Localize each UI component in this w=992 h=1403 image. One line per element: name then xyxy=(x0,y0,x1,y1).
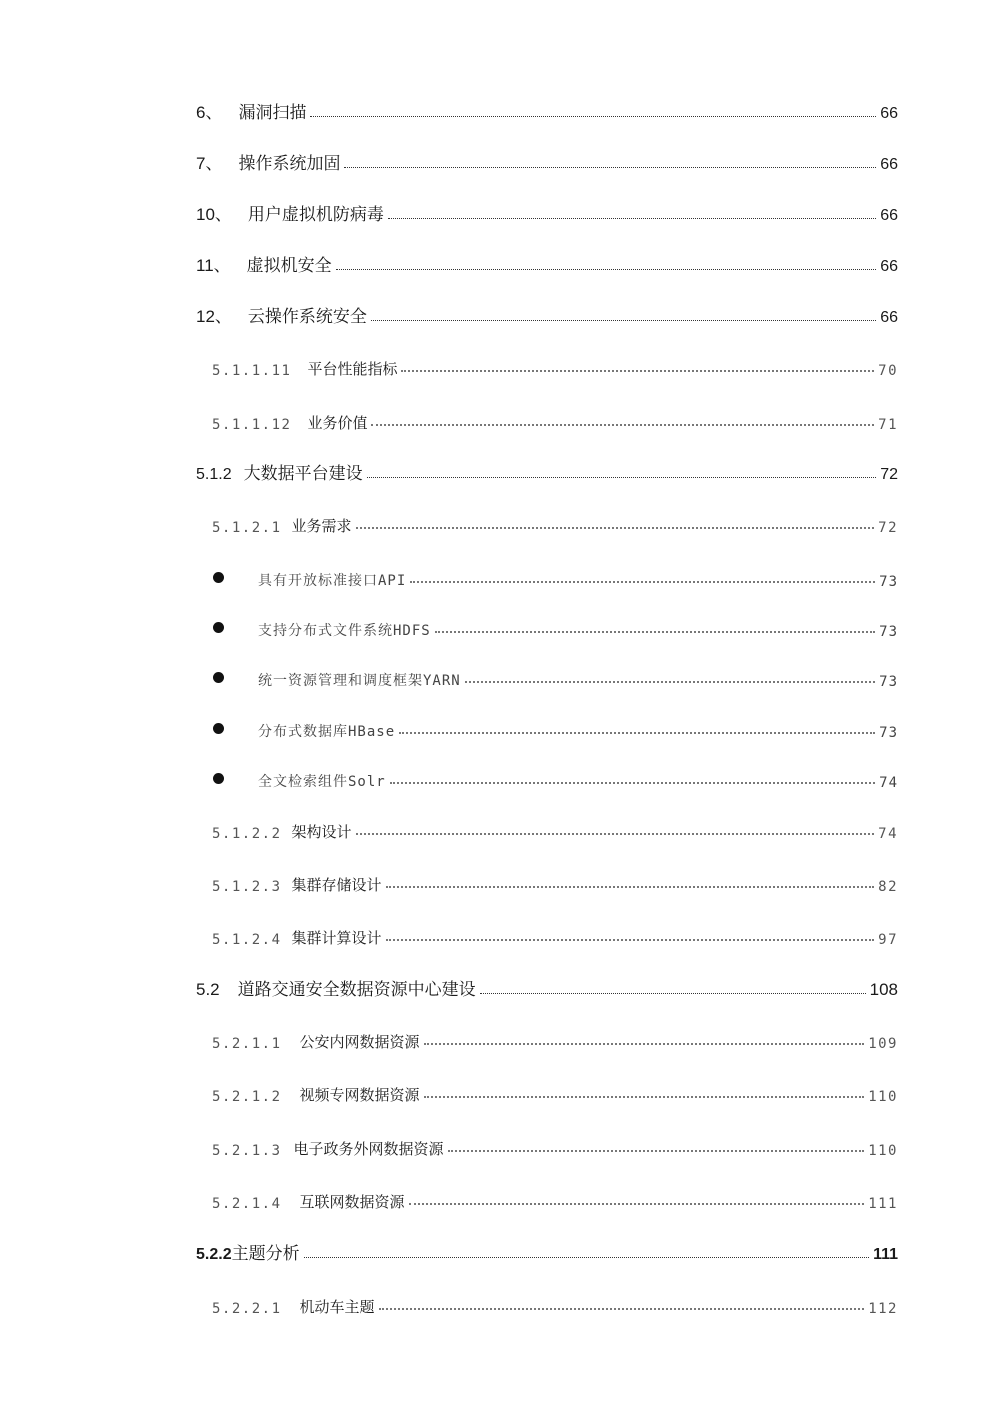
toc-entry-number: 5.1.2.1 xyxy=(212,520,282,536)
toc-entry-number: 5.2.1.4 xyxy=(212,1196,282,1212)
toc-entry-title: 用户虚拟机防病毒 xyxy=(247,205,384,225)
toc-entry-page: 73 xyxy=(879,674,898,690)
toc-entry-title: 集群计算设计 xyxy=(291,929,382,947)
toc-entry-number: 12、 xyxy=(196,307,232,326)
dot-leader xyxy=(399,732,875,734)
toc-entry-title: 全文检索组件Solr xyxy=(258,774,386,790)
dot-leader xyxy=(480,993,866,994)
dot-leader xyxy=(424,1096,865,1098)
bullet-icon xyxy=(213,773,224,784)
toc-entry[interactable] xyxy=(212,1024,898,1052)
dot-leader xyxy=(304,1257,869,1258)
toc-entry-page: 72 xyxy=(878,520,898,536)
toc-entry-number: 5.1.1.12 xyxy=(212,417,292,433)
dot-leader xyxy=(465,681,875,683)
toc-entry-page: 70 xyxy=(878,363,898,379)
dot-leader xyxy=(356,833,875,835)
dot-leader xyxy=(371,320,876,321)
toc-entry-title: 互联网数据资源 xyxy=(299,1193,405,1211)
toc-entry[interactable] xyxy=(212,1077,898,1105)
toc-entry-title: 漏洞扫描 xyxy=(238,103,307,123)
toc-entry-number: 11、 xyxy=(196,256,231,275)
toc-entry[interactable] xyxy=(212,814,898,842)
toc-entry-number: 5.2.2 xyxy=(196,1246,232,1263)
toc-entry-number: 5.1.2.4 xyxy=(212,932,282,948)
toc-entry[interactable] xyxy=(196,972,898,1000)
toc-entry-page: 111 xyxy=(873,1246,898,1263)
toc-entry[interactable] xyxy=(213,713,898,741)
toc-entry-number: 5.1.2.3 xyxy=(212,879,282,895)
toc-entry[interactable] xyxy=(212,920,898,948)
toc-entry-title: 支持分布式文件系统HDFS xyxy=(258,623,431,639)
toc-entry-page: 112 xyxy=(868,1301,898,1317)
dot-leader xyxy=(356,527,875,529)
toc-entry[interactable] xyxy=(196,456,898,484)
dot-leader xyxy=(409,1203,865,1205)
dot-leader xyxy=(386,939,875,941)
dot-leader xyxy=(435,631,875,633)
dot-leader xyxy=(310,116,876,117)
toc-entry-title: 业务需求 xyxy=(291,517,352,535)
toc-entry-page: 71 xyxy=(878,417,898,433)
toc-entry-page: 66 xyxy=(880,309,898,326)
toc-entry[interactable] xyxy=(212,405,898,433)
dot-leader xyxy=(410,581,875,583)
toc-entry-number: 5.2.1.2 xyxy=(212,1089,282,1105)
toc-entry-number: 5.1.2.2 xyxy=(212,826,282,842)
toc-entry-number: 5.2.2.1 xyxy=(212,1301,282,1317)
toc-entry-page: 110 xyxy=(868,1089,898,1105)
toc-entry-number: 7、 xyxy=(196,154,223,173)
dot-leader xyxy=(336,269,877,270)
toc-entry-title: 大数据平台建设 xyxy=(243,464,363,484)
bullet-icon xyxy=(213,572,224,583)
toc-entry-page: 108 xyxy=(869,980,898,999)
toc-entry-title: 公安内网数据资源 xyxy=(299,1033,420,1051)
toc-entry-page: 73 xyxy=(879,624,898,640)
toc-entry-page: 66 xyxy=(880,207,898,224)
toc-entry[interactable] xyxy=(212,508,898,536)
toc-entry-page: 66 xyxy=(880,258,898,275)
dot-leader xyxy=(367,477,877,478)
toc-entry-number: 5.2 xyxy=(196,980,220,999)
toc-entry-page: 82 xyxy=(878,879,898,895)
toc-entry-number: 5.1.1.11 xyxy=(212,363,292,379)
dot-leader xyxy=(379,1308,865,1310)
toc-entry[interactable] xyxy=(212,1289,898,1317)
dot-leader xyxy=(448,1150,865,1152)
toc-entry[interactable] xyxy=(213,763,898,791)
toc-entry-page: 66 xyxy=(880,156,898,173)
toc-entry-number: 10、 xyxy=(196,205,232,224)
toc-entry[interactable] xyxy=(196,1236,898,1264)
toc-entry-number: 6、 xyxy=(196,103,223,122)
dot-leader xyxy=(386,886,875,888)
toc-entry-title: 道路交通安全数据资源中心建设 xyxy=(237,980,476,1000)
dot-leader xyxy=(390,782,875,784)
dot-leader xyxy=(424,1043,865,1045)
toc-entry-page: 74 xyxy=(879,775,898,791)
toc-entry-title: 具有开放标准接口API xyxy=(258,573,407,589)
toc-entry-title: 集群存储设计 xyxy=(291,876,382,894)
toc-entry-number: 5.1.2 xyxy=(196,466,232,483)
toc-entry[interactable] xyxy=(213,612,898,640)
bullet-icon xyxy=(213,672,224,683)
toc-entry[interactable] xyxy=(196,197,898,225)
toc-entry-title: 分布式数据库HBase xyxy=(258,724,396,740)
toc-entry[interactable] xyxy=(212,1131,898,1159)
toc-entry[interactable] xyxy=(213,562,898,590)
toc-entry-title: 业务价值 xyxy=(307,414,368,432)
toc-entry-page: 66 xyxy=(880,105,898,122)
toc-entry-page: 110 xyxy=(868,1143,898,1159)
dot-leader xyxy=(371,424,874,426)
toc-entry-title: 视频专网数据资源 xyxy=(299,1086,420,1104)
toc-entry-page: 111 xyxy=(868,1196,898,1212)
toc-entry-title: 架构设计 xyxy=(291,823,352,841)
bullet-icon xyxy=(213,723,224,734)
toc-entry-title: 电子政务外网数据资源 xyxy=(293,1140,444,1158)
toc-entry-page: 73 xyxy=(879,725,898,741)
toc-entry-page: 72 xyxy=(880,466,898,483)
toc-entry-number: 5.2.1.1 xyxy=(212,1036,282,1052)
toc-entry-page: 109 xyxy=(868,1036,898,1052)
toc-entry[interactable] xyxy=(196,299,898,327)
toc-entry[interactable] xyxy=(213,662,898,690)
toc-entry-title: 操作系统加固 xyxy=(238,154,341,174)
toc-entry-title: 云操作系统安全 xyxy=(247,307,367,327)
dot-leader xyxy=(344,167,876,168)
toc-entry[interactable] xyxy=(212,1184,898,1212)
dot-leader xyxy=(401,370,874,372)
toc-entry-page: 74 xyxy=(878,826,898,842)
toc-entry[interactable] xyxy=(212,351,898,379)
toc-entry-title: 统一资源管理和调度框架YARN xyxy=(258,673,461,689)
dot-leader xyxy=(388,218,876,219)
toc-entry-number: 5.2.1.3 xyxy=(212,1143,282,1159)
bullet-icon xyxy=(213,622,224,633)
toc-entry-page: 73 xyxy=(879,574,898,590)
toc-entry-title: 主题分析 xyxy=(231,1244,300,1264)
toc-entry[interactable] xyxy=(196,146,898,174)
toc-entry[interactable] xyxy=(196,95,898,123)
toc-entry-page: 97 xyxy=(878,932,898,948)
toc-entry[interactable] xyxy=(196,248,898,276)
toc-entry[interactable] xyxy=(212,867,898,895)
toc-entry-title: 虚拟机安全 xyxy=(246,256,332,276)
toc-entry-title: 机动车主题 xyxy=(299,1298,375,1316)
toc-entry-title: 平台性能指标 xyxy=(307,360,398,378)
